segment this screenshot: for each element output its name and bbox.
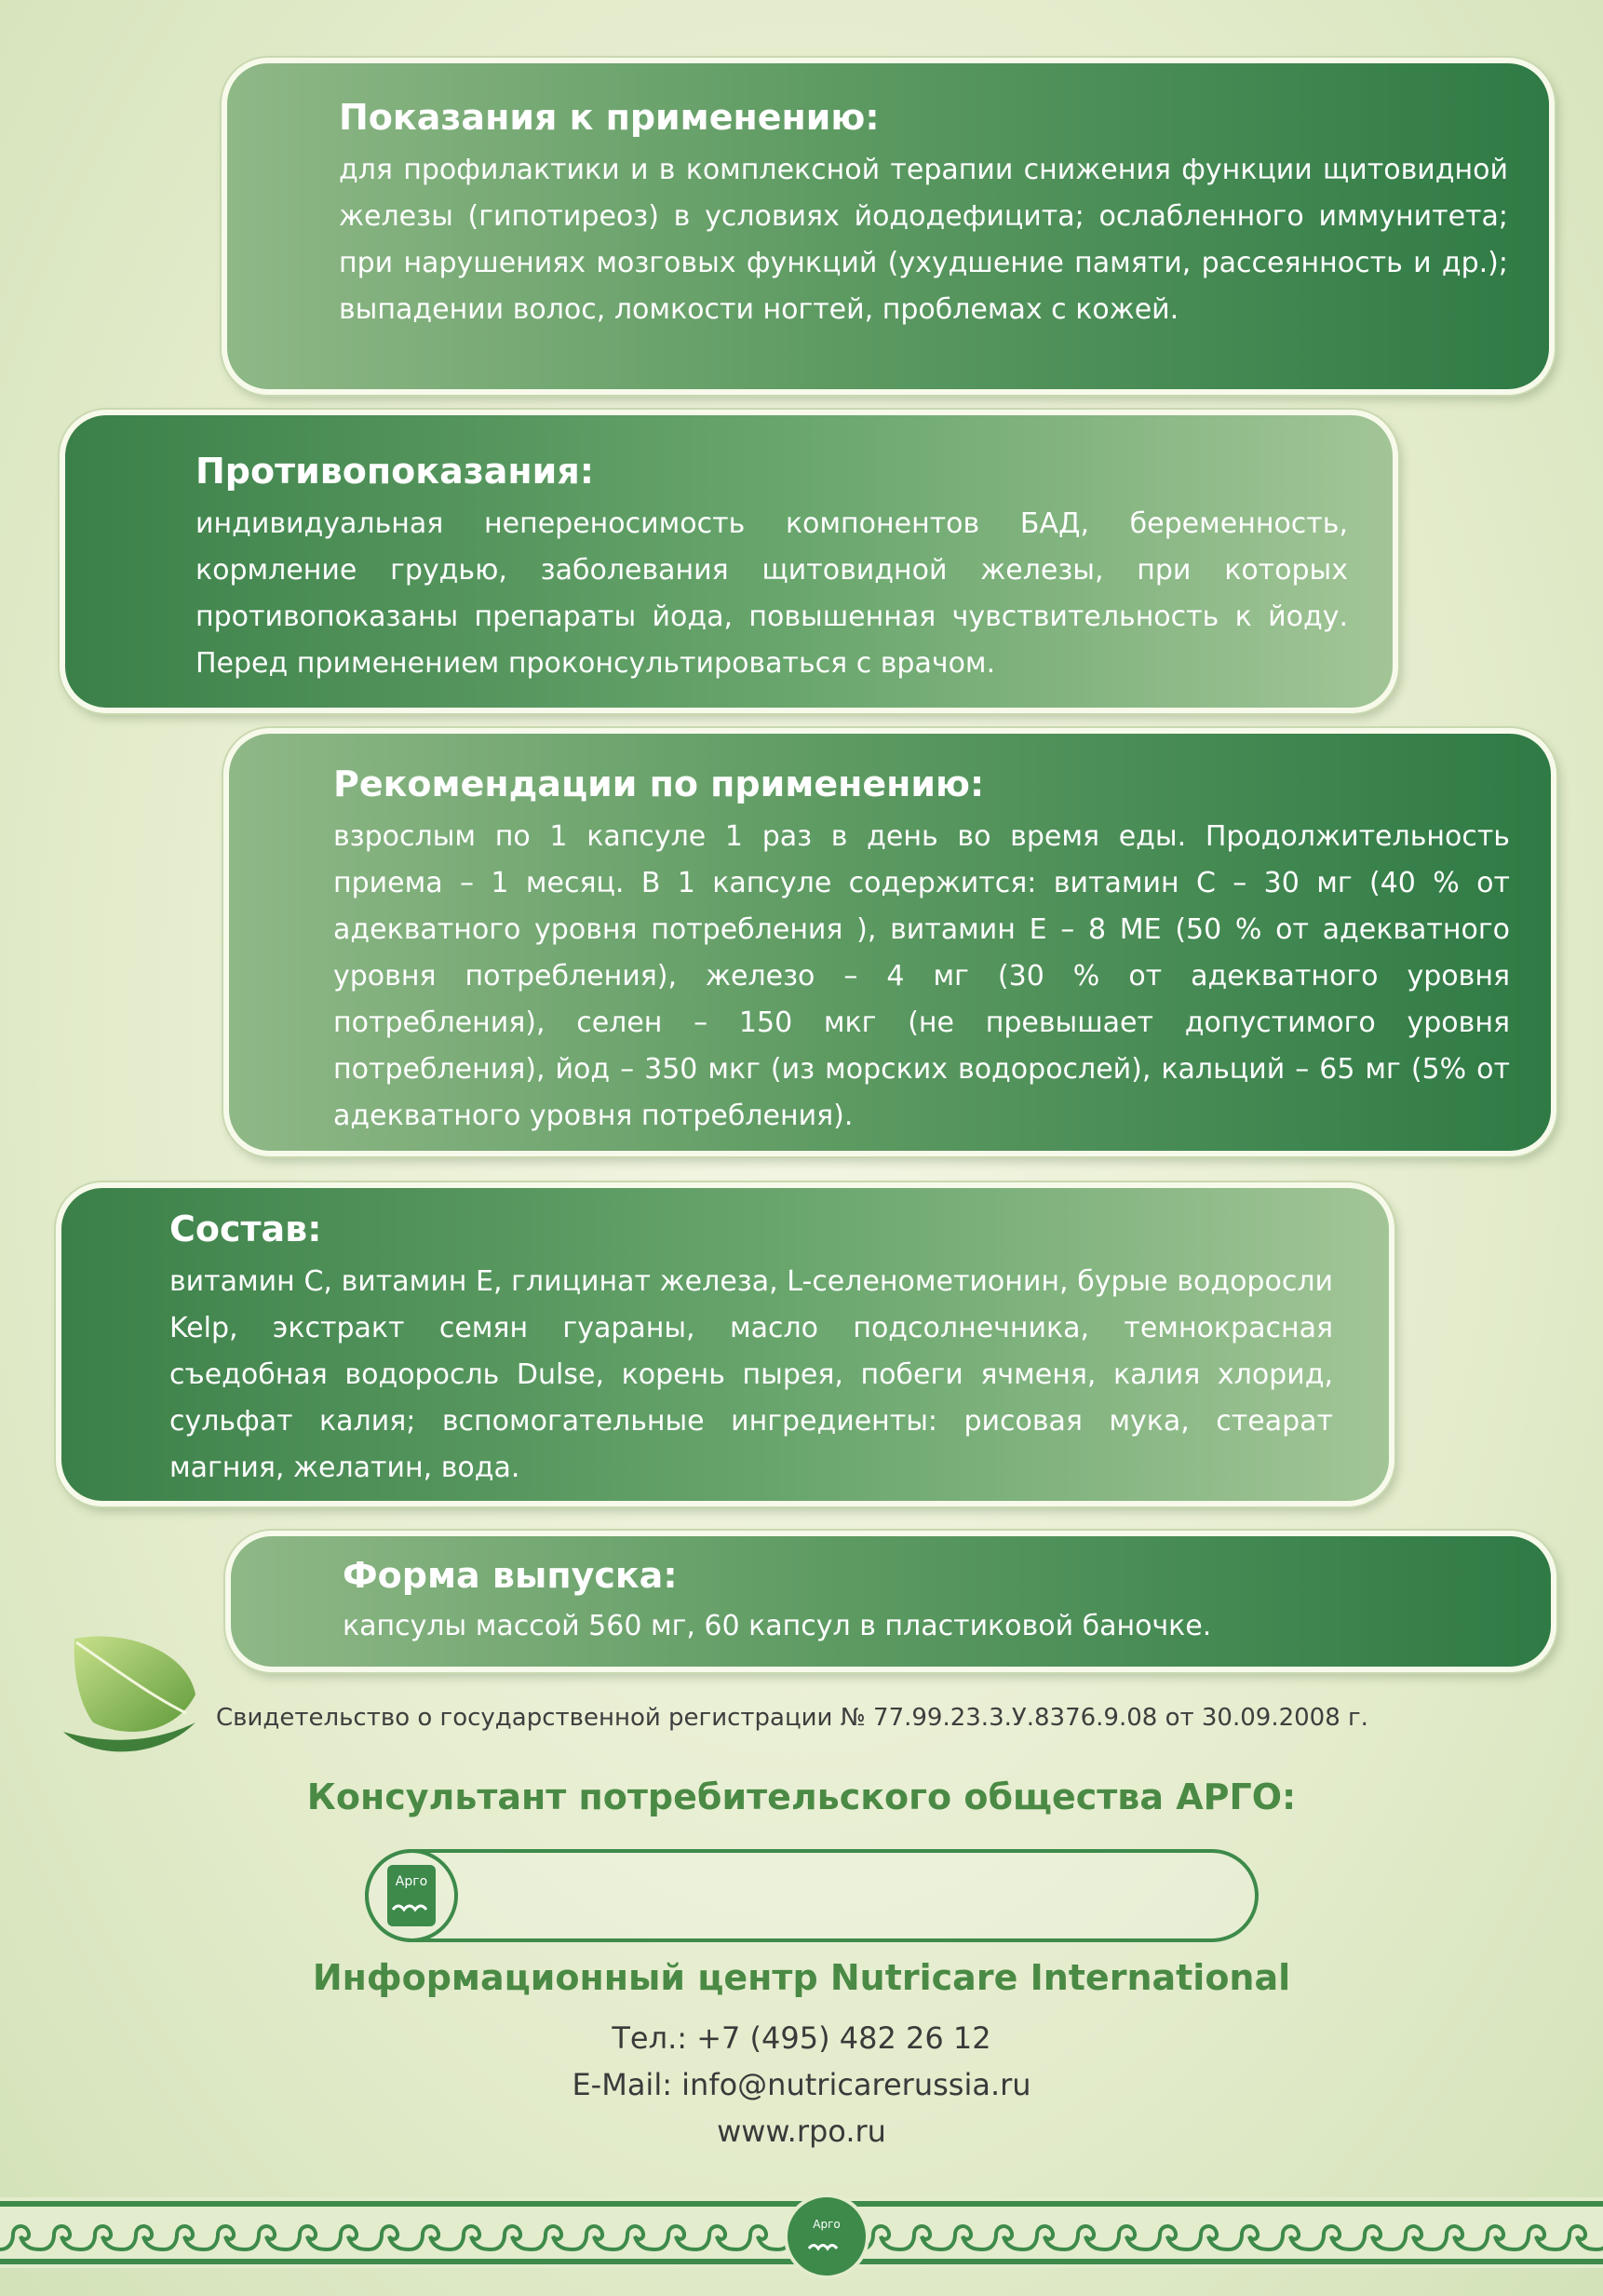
registration-certificate: Свидетельство о государственной регистрации № 77.99.23.3.У.8376.9.08 от 30.09.2008 г. [216,1704,1368,1732]
leaf-icon [56,1629,205,1760]
consultant-title: Консультант потребительского общества АРГО: [306,1776,1297,1817]
email-address[interactable]: E-Mail: info@nutricarerussia.ru [572,2067,1031,2102]
info-center-title: Информационный центр Nutricare International [312,1957,1291,1998]
bottom-argo-logo-icon [784,2194,869,2279]
indications-text: для профилактики и в комплексной терапии снижения функции щитовидной железы (гипотиреоз) в условиях йододефицита; ослабленного иммунитета; при нарушениях мозговых функций (ухудшение памяти, рассеянность и др.); выпадении волос, ломкости ногтей, проблемах с кожей. [339,154,1508,326]
release-form-text: капсулы массой 560 мг, 60 капсул в пластиковой баночке. [343,1610,1212,1642]
release-form-box [225,1531,1556,1672]
composition-title: Состав: [169,1209,322,1249]
usage-recommendations-box [223,728,1556,1156]
contraindications-box [60,410,1398,713]
bottom-argo-logo-mark [805,2209,848,2263]
argo-logo-icon [365,1849,458,1942]
indications-title: Показания к применению: [339,97,880,138]
release-form-title: Форма выпуска: [343,1555,678,1596]
contraindications-title: Противопоказания: [195,451,594,492]
argo-logo-text: Арго [395,1874,428,1889]
argo-logo-mark [385,1863,438,1928]
contraindications-text: индивидуальная непереносимость компонентов БАД, беременность, кормление грудью, заболевания щитовидной железы, при которых противопоказаны препараты йода, повышенная чувствительность к йоду. Перед применением проконсультироваться с врачом. [195,507,1348,680]
website-link[interactable]: www.rpo.ru [717,2114,886,2149]
phone-number: Тел.: +7 (495) 482 26 12 [612,2020,991,2056]
usage-recommendations-title: Рекомендации по применению: [333,763,985,804]
indications-box [222,58,1555,395]
usage-recommendations-text: взрослым по 1 капсуле 1 раз в день во время еды. Продолжительность приема – 1 месяц. В 1 капсуле содержится: витамин С – 30 мг (40 % от адекватного уровня потребления ), витамин Е – 8 МЕ (50 % от адекватного уровня потребления), железо – 4 мг (30 % от адекватного уровня потребления), селен – 150 мкг (не превышает допустимого уровня потребления), йод – 350 мкг (из морских водорослей), кальций – 65 мг (5% от адекватного уровня потребления). [333,820,1510,1132]
bottom-argo-logo-text: Арго [813,2218,841,2231]
consultant-field[interactable] [365,1849,1259,1942]
composition-text: витамин С, витамин Е, глицинат железа, L-селенометионин, бурые водоросли Kelp, экстракт семян гуараны, масло подсолнечника, темнокрасная съедобная водоросль Dulse, корень пырея, побеги ячменя, калия хлорид, сульфат калия; вспомогательные ингредиенты: рисовая мука, стеарат магния, желатин, вода. [169,1265,1333,1484]
composition-box [56,1182,1394,1506]
